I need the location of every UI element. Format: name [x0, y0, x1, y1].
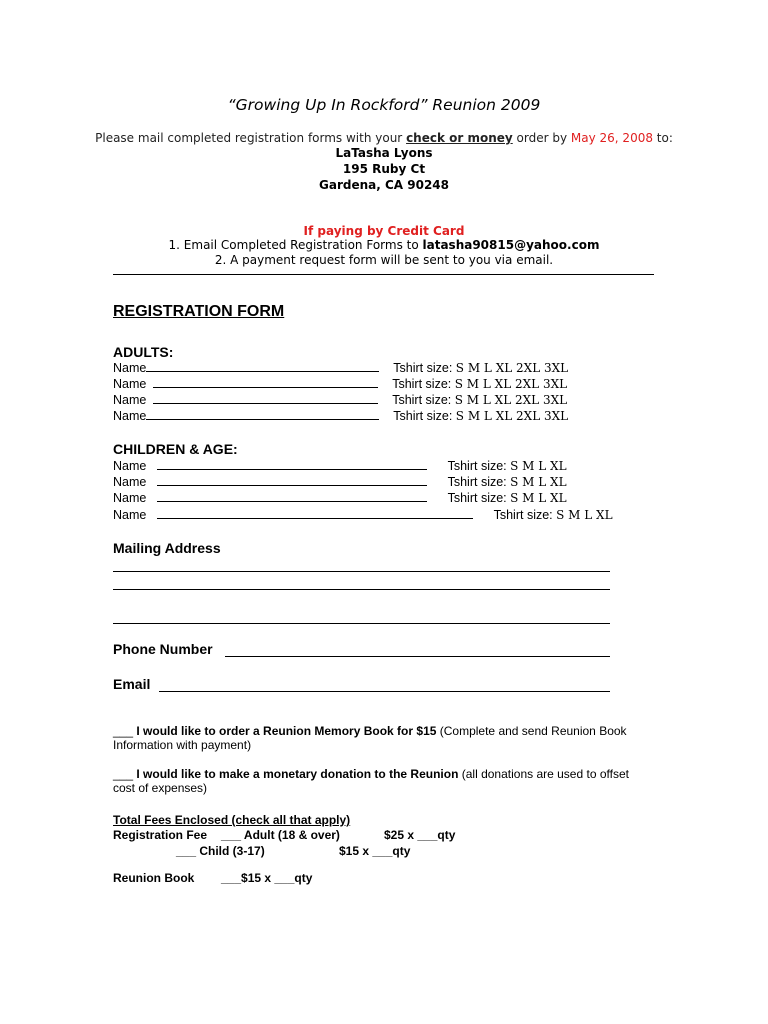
adult-name-field[interactable] — [146, 408, 379, 420]
name-label: Name — [113, 508, 147, 522]
child-fee-price[interactable]: $15 x ___qty — [339, 844, 411, 858]
donation-checkbox[interactable]: ___ — [113, 767, 134, 781]
mailing-address-line-1[interactable] — [113, 571, 610, 572]
child-name-row — [113, 458, 567, 473]
reunion-book-price[interactable]: ___$15 x ___qty — [221, 871, 313, 885]
child-name-field[interactable] — [157, 458, 427, 470]
mailing-address-line-3[interactable] — [113, 623, 610, 624]
tshirt-size-options[interactable]: S M L XL 2XL 3XL — [455, 361, 569, 375]
name-label: Name — [113, 491, 147, 505]
adult-fee-price[interactable]: $25 x ___qty — [384, 828, 456, 842]
reunion-book-label: Reunion Book — [113, 871, 195, 885]
adult-name-row — [113, 376, 567, 391]
address-name: LaTasha Lyons — [335, 146, 433, 160]
donation-text: I would like to make a monetary donation to the Reunion — [133, 767, 459, 781]
tshirt-size-options[interactable]: S M L XL — [510, 475, 567, 489]
child-name-field[interactable] — [157, 474, 427, 486]
tshirt-label: Tshirt size: — [393, 409, 453, 423]
step-1-text: 1. Email Completed Registration Forms to — [168, 238, 423, 252]
children-section-label: CHILDREN & AGE: — [113, 441, 238, 457]
donation-option[interactable] — [113, 767, 629, 781]
mailing-address-line-2[interactable] — [113, 589, 610, 590]
adult-name-row — [113, 408, 568, 423]
tshirt-size-options[interactable]: S M L XL 2XL 3XL — [455, 409, 569, 423]
memory-book-note: (Complete and send Reunion Book — [436, 724, 627, 738]
tshirt-label: Tshirt size: — [392, 393, 452, 407]
phone-number-label: Phone Number — [113, 641, 213, 657]
memory-book-text: I would like to order a Reunion Memory Book for $15 — [133, 724, 437, 738]
child-name-row — [113, 507, 613, 522]
credit-card-step-1 — [0, 238, 768, 252]
registration-fee-label: Registration Fee — [113, 828, 208, 842]
address-street: 195 Ruby Ct — [342, 162, 426, 176]
child-name-field[interactable] — [157, 507, 473, 519]
tshirt-label: Tshirt size: — [447, 459, 507, 473]
name-label: Name — [113, 475, 147, 489]
adult-name-row — [113, 392, 567, 407]
adult-name-field[interactable] — [146, 360, 379, 372]
tshirt-label: Tshirt size: — [393, 361, 453, 375]
adult-name-row — [113, 360, 568, 375]
name-label: Name — [113, 409, 147, 423]
form-title: REGISTRATION FORM — [113, 303, 285, 320]
email-field[interactable] — [159, 691, 610, 692]
child-fee-option[interactable]: ___ Child (3-17) — [176, 844, 265, 858]
address-city: Gardena, CA 90248 — [319, 178, 449, 192]
mail-deadline: May 26, 2008 — [570, 131, 653, 145]
tshirt-label: Tshirt size: — [447, 475, 507, 489]
tshirt-size-options[interactable]: S M L XL — [510, 491, 567, 505]
mailing-address-label: Mailing Address — [113, 540, 221, 556]
mail-mid: order by — [512, 131, 571, 145]
child-name-row — [113, 474, 567, 489]
credit-card-step-2: 2. A payment request form will be sent to you via email. — [214, 253, 554, 267]
name-label: Name — [113, 361, 147, 375]
tshirt-label: Tshirt size: — [392, 377, 452, 391]
mail-suffix: to: — [652, 131, 673, 145]
mail-payment-method: check or money — [406, 131, 513, 145]
memory-book-note-cont: Information with payment) — [113, 738, 252, 752]
adult-name-field[interactable] — [153, 376, 378, 388]
adult-name-field[interactable] — [153, 392, 378, 404]
fees-heading: Total Fees Enclosed (check all that apply) — [113, 813, 351, 827]
reunion-title: “Growing Up In Rockford” Reunion 2009 — [227, 96, 541, 114]
name-label: Name — [113, 459, 147, 473]
email-label: Email — [113, 676, 151, 692]
donation-note-cont: cost of expenses) — [113, 781, 208, 795]
tshirt-label: Tshirt size: — [493, 508, 553, 522]
mail-instructions — [0, 131, 768, 145]
memory-book-checkbox[interactable]: ___ — [113, 724, 134, 738]
child-name-row — [113, 490, 567, 505]
tshirt-label: Tshirt size: — [447, 491, 507, 505]
contact-email-link[interactable]: latasha90815@yahoo.com — [422, 238, 600, 252]
mail-prefix: Please mail completed registration forms with your — [95, 131, 407, 145]
adults-section-label: ADULTS: — [113, 344, 174, 360]
name-label: Name — [113, 393, 147, 407]
adult-fee-option[interactable]: ___ Adult (18 & over) — [221, 828, 340, 842]
memory-book-option[interactable] — [113, 724, 627, 738]
credit-card-heading: If paying by Credit Card — [303, 224, 465, 238]
tshirt-size-options[interactable]: S M L XL 2XL 3XL — [454, 393, 568, 407]
tshirt-size-options[interactable]: S M L XL 2XL 3XL — [454, 377, 568, 391]
donation-note: (all donations are used to offset — [458, 767, 629, 781]
tshirt-size-options[interactable]: S M L XL — [556, 508, 613, 522]
header-divider — [113, 274, 654, 275]
tshirt-size-options[interactable]: S M L XL — [510, 459, 567, 473]
child-name-field[interactable] — [157, 490, 427, 502]
name-label: Name — [113, 377, 147, 391]
phone-number-field[interactable] — [225, 656, 610, 657]
